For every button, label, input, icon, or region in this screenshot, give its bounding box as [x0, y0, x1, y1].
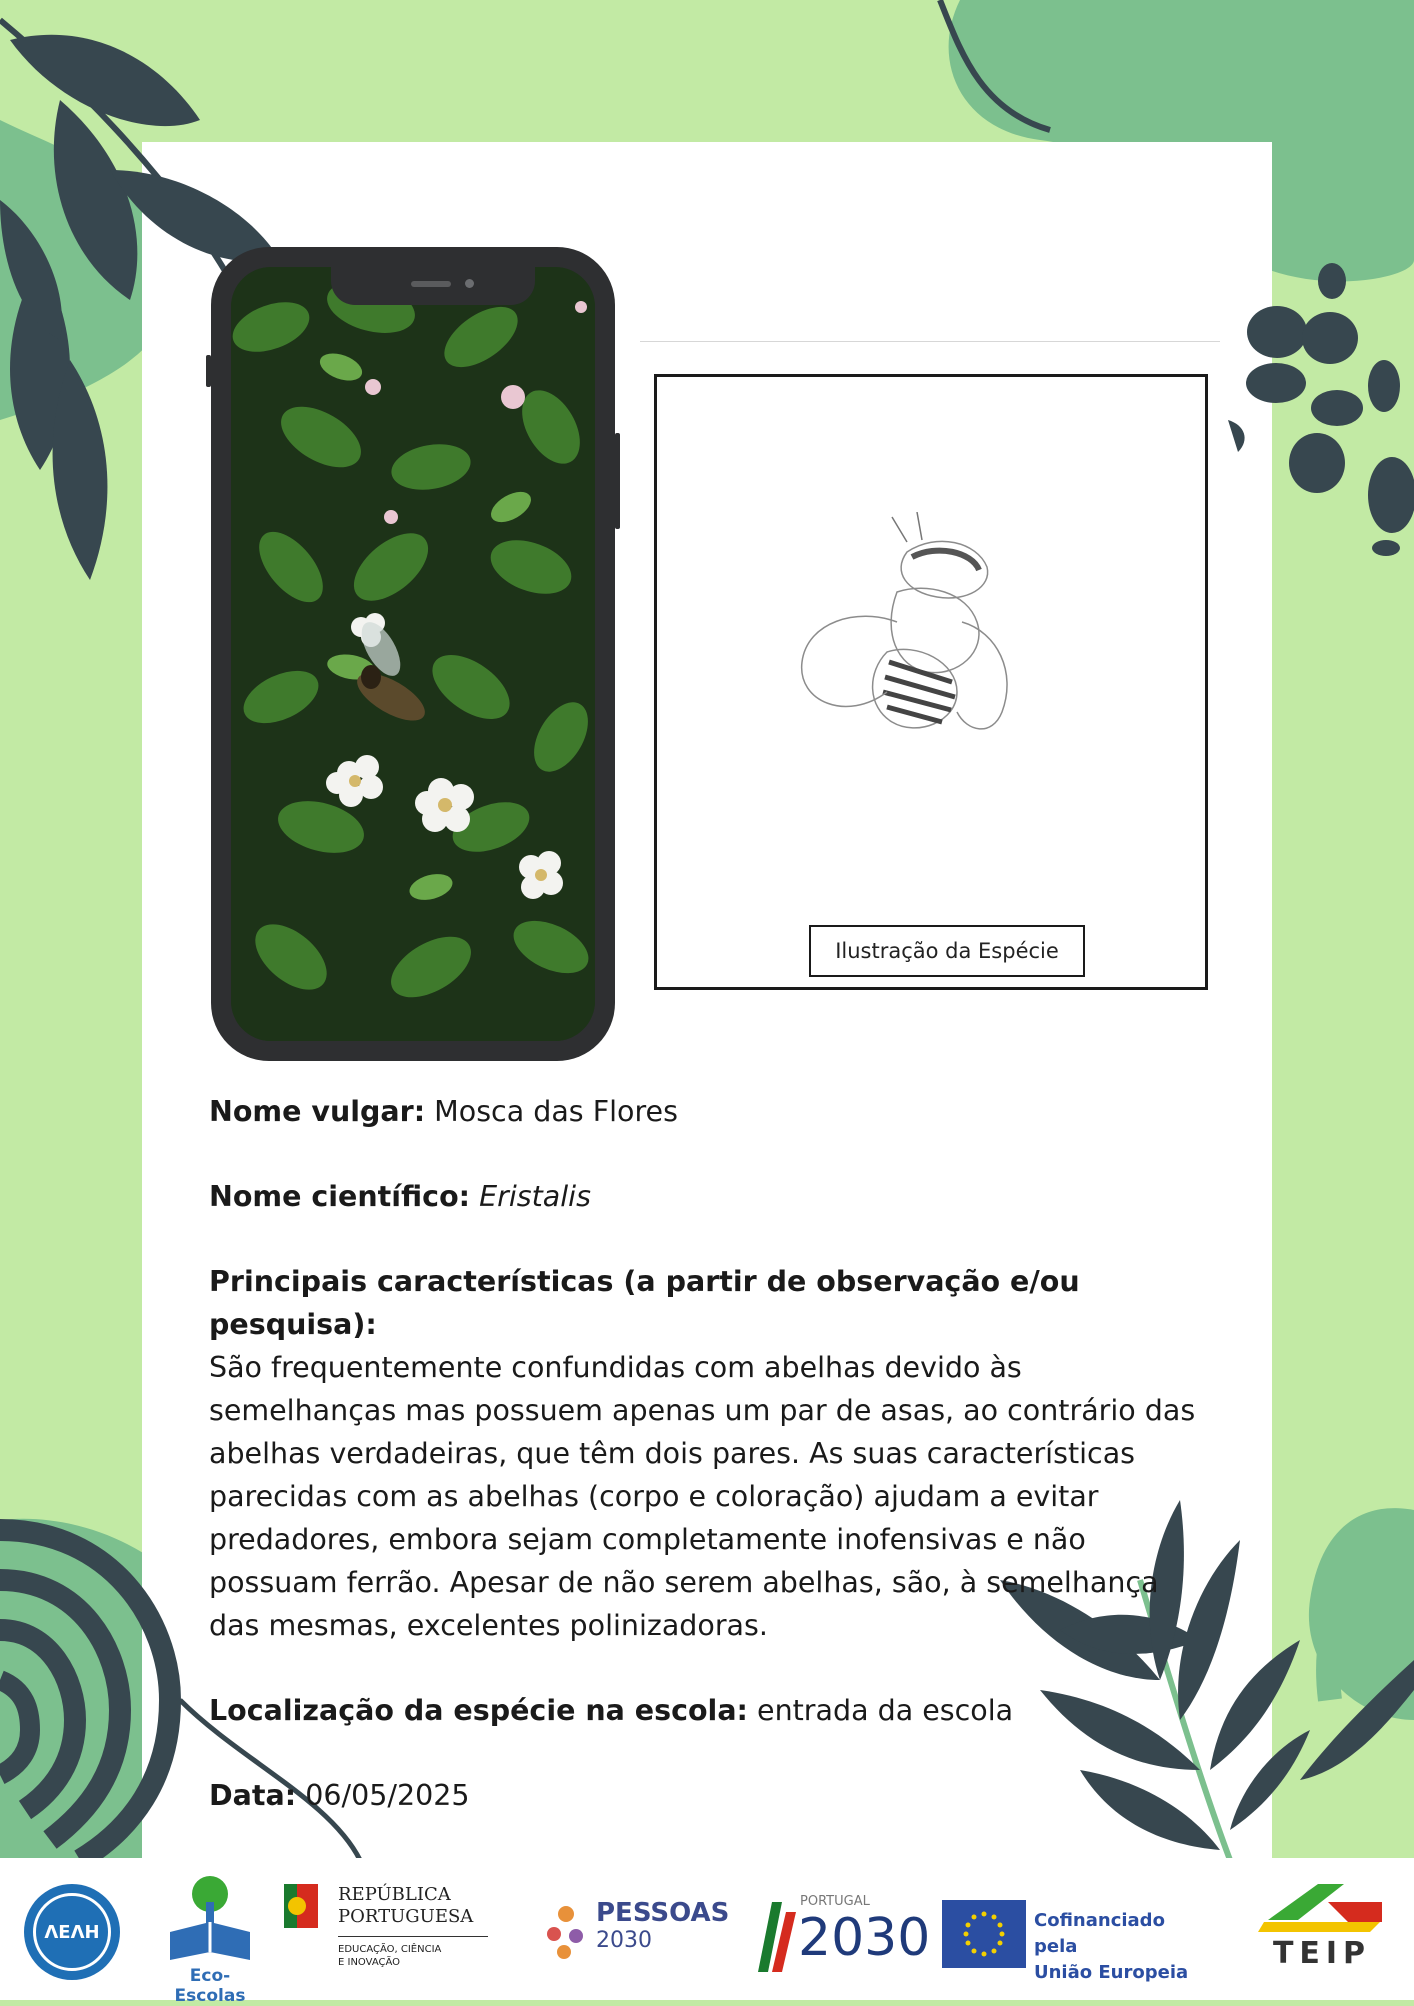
portugal-2030-logo	[752, 1894, 931, 1978]
phone-camera	[465, 279, 474, 288]
characteristics-label: Principais características (a partir de observação e/ou pesquisa):	[209, 1265, 1080, 1341]
pessoas-year: 2030	[596, 1928, 652, 1953]
teip-icon	[1258, 1880, 1386, 1932]
phone-notch	[331, 267, 535, 305]
eco-escolas-label: Eco-Escolas	[174, 1966, 246, 2006]
date-line	[209, 1774, 1209, 1817]
location-value: entrada da escola	[757, 1694, 1014, 1727]
common-name-label: Nome vulgar:	[209, 1095, 426, 1128]
illustration-box	[654, 374, 1208, 990]
eu-line2: União Europeia	[1034, 1962, 1189, 1983]
teip-label: TEIP	[1272, 1936, 1372, 1971]
footer-logos	[0, 1858, 1414, 2006]
flower-photo-image	[231, 267, 595, 1041]
date-value: 06/05/2025	[305, 1779, 470, 1812]
phone-speaker	[411, 281, 451, 287]
aeah-text: ΛEΛH	[44, 1921, 100, 1943]
republica-line2: PORTUGUESA	[338, 1906, 474, 1927]
portugal-2030-icon	[752, 1902, 798, 1972]
pessoas-title: PESSOAS	[596, 1898, 730, 1928]
republica-sub1: EDUCAÇÃO, CIÊNCIA	[338, 1944, 442, 1955]
common-name-value: Mosca das Flores	[434, 1095, 678, 1128]
illustration-caption: Ilustração da Espécie	[809, 925, 1085, 977]
species-photo	[231, 267, 595, 1041]
teip-logo	[1258, 1880, 1386, 1984]
characteristics-text: São frequentemente confundidas com abelhas devido às semelhanças mas possuem apenas um par de asas, ao contrário das abelhas verdadeiras, que têm dois pares. As suas características parecidas com as abelhas (corpo e coloração) ajudam a evitar predadores, embora sejam completamente inofensivas e não possuam ferrão. Apesar de não serem abelhas, são, à semelhança das mesmas, excelentes polinizadoras.	[209, 1351, 1196, 1642]
eu-line1: Cofinanciado pela	[1034, 1910, 1165, 1957]
republica-portuguesa-logo	[284, 1884, 494, 1984]
portugal-label: PORTUGAL	[800, 1894, 870, 1909]
bee-sketch-image	[787, 512, 1037, 772]
divider-line	[640, 341, 1220, 342]
portugal-flag-icon	[284, 1884, 318, 1928]
common-name-line	[209, 1090, 1209, 1133]
characteristics-section	[209, 1260, 1209, 1647]
pessoas-2030-logo	[544, 1898, 730, 1968]
eu-cofinanced-logo	[942, 1900, 1192, 1983]
scientific-name-label: Nome científico:	[209, 1180, 471, 1213]
republica-line1: REPÚBLICA	[338, 1884, 451, 1905]
species-info	[209, 1090, 1209, 1859]
aeah-logo	[24, 1884, 120, 1980]
date-label: Data:	[209, 1779, 297, 1812]
location-label: Localização da espécie na escola:	[209, 1694, 748, 1727]
eu-flag-icon	[942, 1900, 1026, 1968]
phone-power-button	[615, 433, 620, 529]
phone-mockup	[211, 247, 615, 1061]
portugal-year: 2030	[798, 1908, 931, 1968]
eco-escolas-icon	[160, 1872, 260, 1962]
pessoas-icon	[544, 1904, 588, 1960]
scientific-name-line	[209, 1175, 1209, 1218]
scientific-name-value: Eristalis	[479, 1180, 591, 1213]
location-line	[209, 1689, 1209, 1732]
phone-side-button	[206, 355, 211, 387]
eco-escolas-logo	[160, 1872, 260, 2006]
republica-sub2: E INOVAÇÃO	[338, 1957, 401, 1968]
